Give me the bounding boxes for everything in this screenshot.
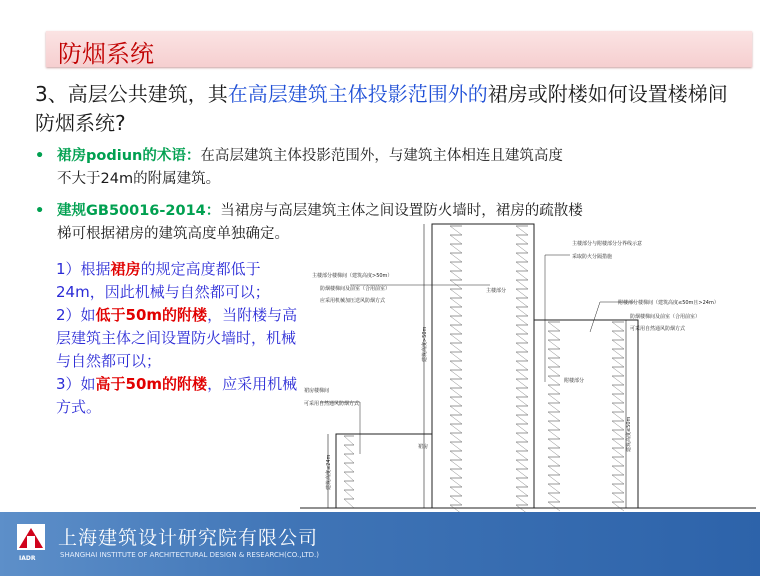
stair-diagonal [450, 325, 462, 334]
stair-diagonal [516, 487, 528, 496]
question-text [35, 80, 735, 138]
stair-diagonal [548, 367, 560, 376]
explanation-notes [56, 258, 302, 419]
stair-diagonal [450, 298, 462, 307]
stair-diagonal [612, 394, 624, 403]
stair-diagonal [516, 433, 528, 442]
stair-diagonal [450, 478, 462, 487]
stair-diagonal [612, 475, 624, 484]
stair-diagonal [450, 289, 462, 298]
stair-diagonal [450, 280, 462, 289]
stair-diagonal [516, 226, 528, 235]
stair-diagonal [612, 367, 624, 376]
stair-diagonal [516, 298, 528, 307]
note-main-3: 应采用机械加压送风防烟方式 [320, 298, 386, 304]
stair-diagonal [344, 436, 354, 445]
note-1-a: 1）根据 [56, 260, 111, 278]
stair-diagonal [548, 322, 560, 331]
logo-text: IADR [19, 555, 36, 562]
stair-diagonal [450, 406, 462, 415]
note-1-red: 裙房 [110, 260, 141, 278]
leader-annex [590, 302, 635, 332]
note-2-red: 低于50m的附楼 [95, 306, 208, 324]
main-height-label: 建筑高度>50m [422, 326, 428, 362]
question-prefix: 3、高层公共建筑，其 [35, 82, 228, 106]
stair-diagonal [548, 457, 560, 466]
stair-diagonal [516, 496, 528, 505]
stair-diagonal [450, 253, 462, 262]
stair-diagonal [612, 385, 624, 394]
stair-diagonal [516, 424, 528, 433]
note-3-red: 高于50m的附楼 [95, 375, 208, 393]
note-top-2: 采取防火分隔措施 [572, 254, 613, 260]
bullet-dot: • [35, 203, 45, 219]
stair-diagonal [450, 388, 462, 397]
stair-diagonal [450, 352, 462, 361]
stair-diagonal [548, 331, 560, 340]
stair-diagonal [612, 340, 624, 349]
stair-diagonal [450, 235, 462, 244]
note-main-1: 主楼部分楼梯间（建筑高度>50m） [312, 273, 393, 279]
note-annex-2: 防烟楼梯间及前室（合用前室） [630, 314, 701, 320]
stair-diagonal [548, 466, 560, 475]
stair-diagonal [450, 442, 462, 451]
stair-diagonal [450, 424, 462, 433]
stair-diagonal [548, 421, 560, 430]
stair-diagonal [450, 307, 462, 316]
stair-diagonal [516, 316, 528, 325]
stair-diagonal [516, 280, 528, 289]
stair-diagonal [548, 358, 560, 367]
stair-diagonal [548, 340, 560, 349]
main-tower-outline [432, 224, 534, 508]
stair-diagonal [516, 442, 528, 451]
note-main-2: 防烟楼梯间及前室（合用前室） [320, 286, 391, 292]
stair-diagonal [344, 472, 354, 481]
stair-diagonal [516, 262, 528, 271]
stair-diagonal [344, 463, 354, 472]
stair-diagonal [612, 421, 624, 430]
company-name-cn: 上海建筑设计研究院有限公司 [58, 527, 319, 549]
stair-diagonal [450, 433, 462, 442]
stair-diagonal [450, 460, 462, 469]
stair-diagonal [548, 493, 560, 502]
annex-outline [534, 320, 638, 508]
stair-diagonal [516, 307, 528, 316]
note-2-b: ，当附楼与高层建筑主体之间设置防火墙时，机械与自然都可以； [56, 306, 298, 370]
stair-diagonal [612, 349, 624, 358]
stair-diagonal [612, 358, 624, 367]
stair-diagonal [548, 430, 560, 439]
stair-diagonal [612, 322, 624, 331]
stair-diagonal [548, 403, 560, 412]
bullet-line2: 梯可根据裙房的建筑高度单独确定。 [57, 226, 289, 242]
bullet-line2: 不大于24m的附属建筑。 [57, 171, 221, 187]
company-name-en: SHANGHAI INSTITUTE OF ARCHITECTURAL DESIGN & RESEARCH(CO.,LTD.) [60, 551, 320, 559]
stair-diagonal [344, 454, 354, 463]
company-logo [15, 522, 49, 566]
stair-diagonal [450, 262, 462, 271]
stair-diagonal [450, 379, 462, 388]
stair-diagonal [516, 289, 528, 298]
bullet-term: 建规GB50016-2014： [57, 203, 221, 219]
note-2-a: 2）如 [56, 306, 96, 324]
stair-diagonal [548, 394, 560, 403]
stair-diagonal [516, 343, 528, 352]
stair-diagonal [450, 343, 462, 352]
stair-diagonal [344, 490, 354, 499]
stair-diagonal [450, 271, 462, 280]
stair-diagonal [450, 415, 462, 424]
stair-diagonal [612, 439, 624, 448]
note-podium-2: 可采用自然通风防烟方式 [304, 401, 360, 407]
stair-diagonal [516, 406, 528, 415]
stair-diagonal [612, 448, 624, 457]
stair-diagonal [548, 376, 560, 385]
logo-mark-icon [15, 522, 49, 552]
question-highlight: 在高层建筑主体投影范围外的 [227, 82, 488, 106]
stair-diagonal [450, 361, 462, 370]
footer-bar [0, 512, 760, 576]
stair-diagonal [516, 334, 528, 343]
bullet-podium-term [35, 145, 563, 191]
slide-title: 防烟系统 [58, 40, 154, 68]
stair-diagonal [450, 496, 462, 505]
stair-diagonal [516, 352, 528, 361]
stair-diagonal [516, 253, 528, 262]
stair-diagonal [344, 499, 354, 508]
bullet-dot: • [35, 148, 45, 164]
note-podium-1: 裙房楼梯间 [304, 388, 330, 394]
stair-hatching [344, 226, 624, 512]
stair-diagonal [450, 334, 462, 343]
stair-diagonal [612, 466, 624, 475]
stair-diagonal [548, 484, 560, 493]
note-3-b: ，应采用机械方式。 [56, 375, 298, 416]
stair-diagonal [516, 244, 528, 253]
note-1-b: 的规定高度都低于24m，因此机械与自然都可以； [56, 260, 270, 301]
stair-diagonal [548, 385, 560, 394]
stair-diagonal [612, 412, 624, 421]
stair-diagonal [612, 331, 624, 340]
stair-diagonal [516, 388, 528, 397]
stair-diagonal [612, 376, 624, 385]
stair-diagonal [450, 370, 462, 379]
note-1 [56, 258, 302, 304]
stair-diagonal [450, 226, 462, 235]
stair-diagonal [612, 430, 624, 439]
stair-diagonal [344, 481, 354, 490]
stair-diagonal [516, 397, 528, 406]
stair-diagonal [612, 403, 624, 412]
stair-diagonal [516, 361, 528, 370]
annex-height-label: 建筑高度≤50m [626, 416, 632, 452]
note-3 [56, 373, 302, 419]
stair-diagonal [516, 415, 528, 424]
note-3-a: 3）如 [56, 375, 96, 393]
building-outlines [300, 224, 756, 508]
annex-label: 附楼部分 [564, 378, 585, 384]
stair-diagonal [450, 397, 462, 406]
stair-diagonal [516, 451, 528, 460]
stair-diagonal [516, 460, 528, 469]
stair-diagonal [548, 412, 560, 421]
question-suffix: 裙房或附楼如何设置楼梯间防烟系统? [35, 82, 728, 135]
stair-diagonal [548, 439, 560, 448]
note-2 [56, 304, 302, 373]
bullet-term: 裙房podiun的术语： [57, 148, 201, 164]
stair-diagonal [516, 478, 528, 487]
stair-diagonal [450, 244, 462, 253]
stair-diagonal [450, 487, 462, 496]
stair-diagonal [612, 484, 624, 493]
stair-diagonal [516, 235, 528, 244]
title-bar [46, 31, 752, 67]
bullet-line1: 当裙房与高层建筑主体之间设置防火墙时，裙房的疏散楼 [220, 203, 583, 219]
stair-diagonal [344, 445, 354, 454]
stair-diagonal [516, 370, 528, 379]
stair-diagonal [516, 379, 528, 388]
stair-diagonal [548, 448, 560, 457]
podium-height-label: 建筑高度≤24m [326, 454, 332, 490]
podium-label: 裙房 [418, 444, 429, 450]
stair-diagonal [612, 457, 624, 466]
leader-top [545, 255, 570, 382]
note-top-1: 主楼部分与附楼部分分界线示意 [572, 241, 643, 247]
stair-diagonal [548, 349, 560, 358]
stair-diagonal [612, 502, 624, 511]
building-section-diagram [300, 222, 756, 512]
stair-diagonal [548, 502, 560, 511]
stair-diagonal [516, 469, 528, 478]
bullet-line1: 在高层建筑主体投影范围外，与建筑主体相连且建筑高度 [200, 148, 563, 164]
stair-diagonal [516, 271, 528, 280]
note-annex-1: 附楼部分楼梯间（建筑高度≤50m且>24m） [618, 300, 719, 306]
stair-diagonal [450, 316, 462, 325]
leader-podium [320, 402, 360, 454]
stair-diagonal [612, 493, 624, 502]
note-annex-3: 可采用自然通风防烟方式 [630, 326, 686, 332]
stair-diagonal [516, 325, 528, 334]
stair-diagonal [450, 469, 462, 478]
stair-diagonal [450, 451, 462, 460]
stair-diagonal [548, 475, 560, 484]
main-label: 主楼部分 [486, 288, 507, 294]
